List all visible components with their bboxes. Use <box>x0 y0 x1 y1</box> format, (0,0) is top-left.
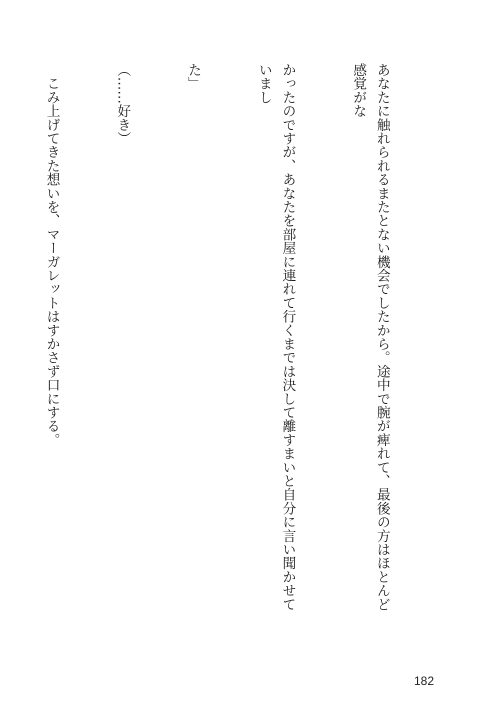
text-line: （……好き） <box>114 63 131 146</box>
text-line: た」 <box>185 63 202 91</box>
page-number: 182 <box>414 674 435 688</box>
text-line: かったのですが、あなたを部屋に連れて行くまでは決して離すまいと自分に言い聞かせていまし <box>255 63 296 611</box>
text-line: こみ上げてきた想いを、マーガレットはすかさず口にする。 <box>43 63 60 447</box>
text-line: あなたに触れられるまたとない機会でしたから。途中で腕が痺れて、最後の方はほとんど感覚がな <box>350 63 390 611</box>
vertical-text-body <box>0 63 440 623</box>
